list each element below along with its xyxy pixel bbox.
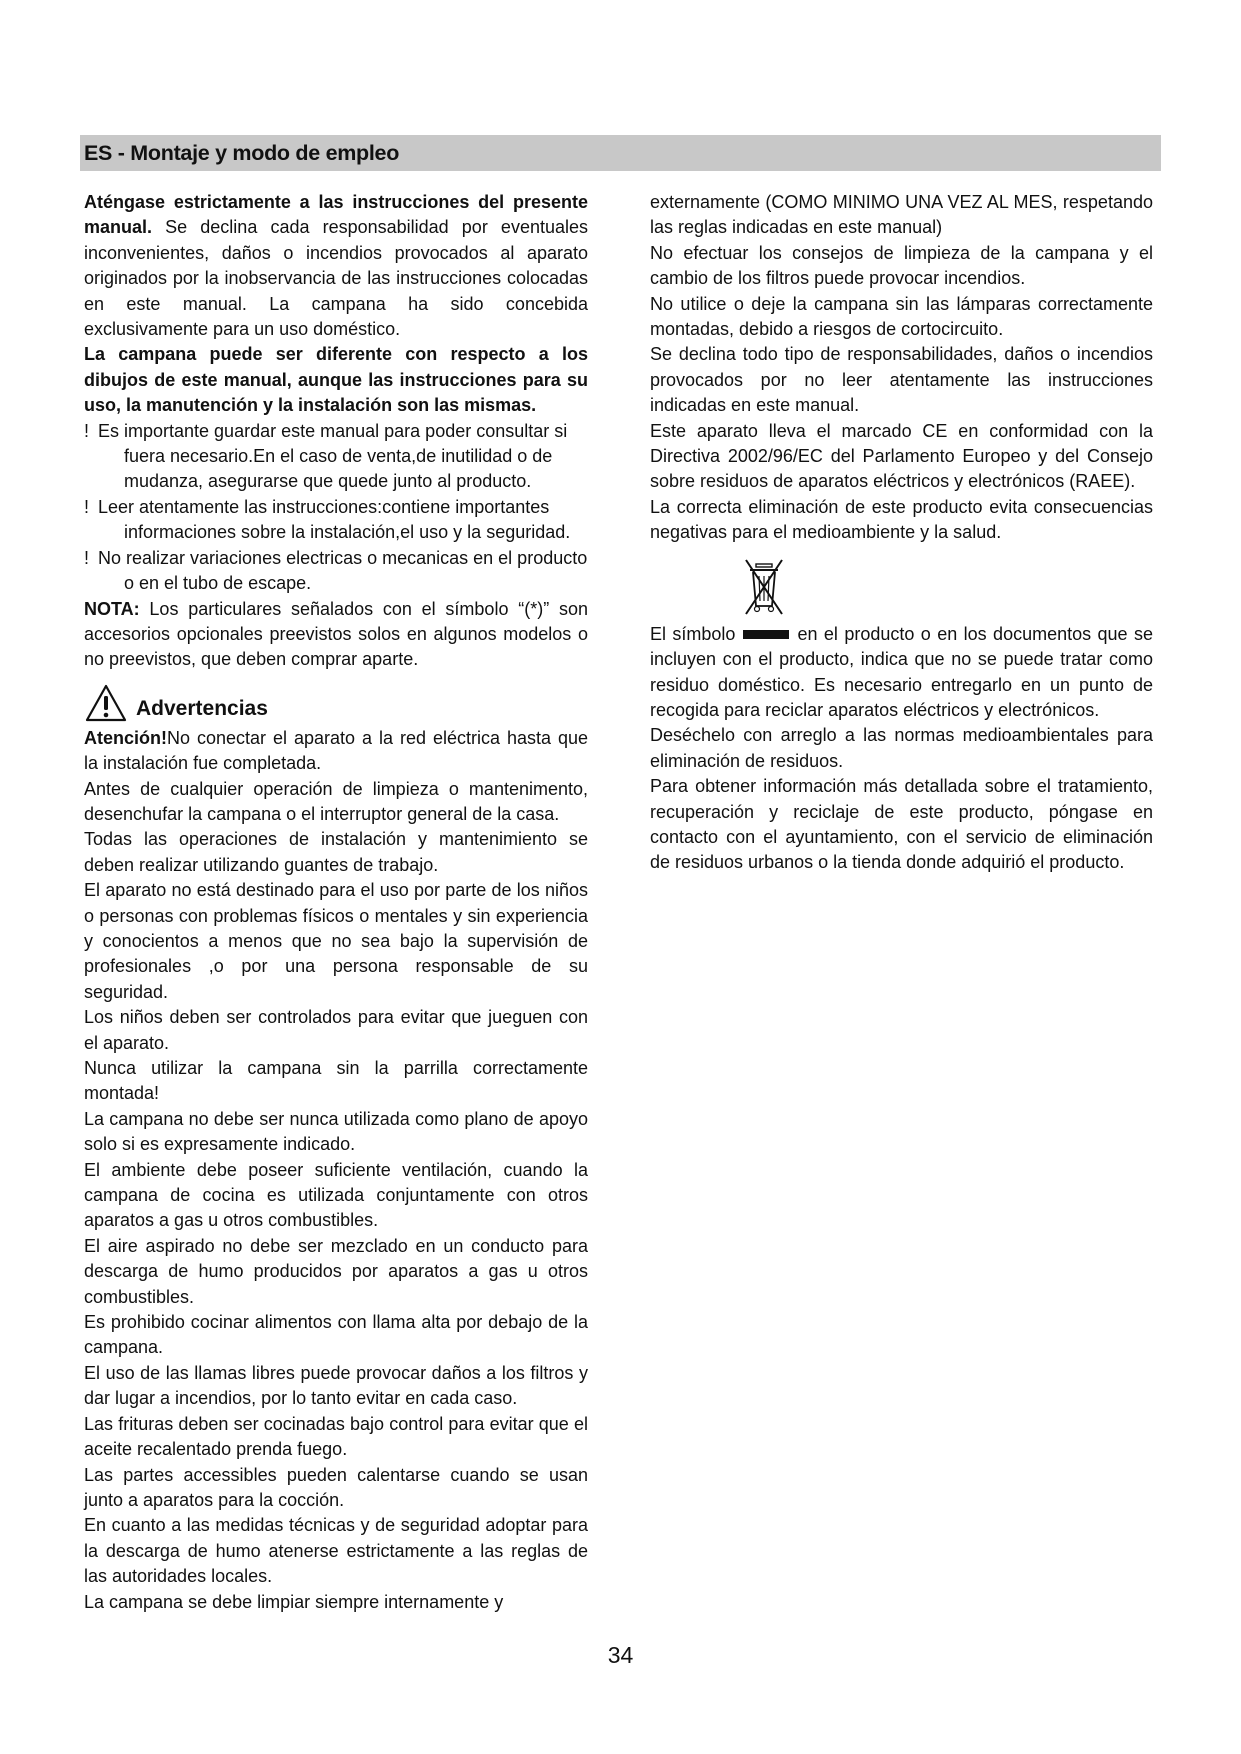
intro-paragraph xyxy=(84,190,588,342)
advertencias-title: Advertencias xyxy=(136,696,268,720)
warning-paragraph: No efectuar los consejos de limpieza de la campana y el cambio de los filtros puede provocar incendios. xyxy=(650,242,1153,289)
nota-label: NOTA: xyxy=(84,598,140,619)
disposal-paragraph: Deséchelo con arreglo a las normas medioambientales para eliminación de residuos. xyxy=(650,725,1153,771)
crossed-bin-icon xyxy=(742,556,786,620)
intro-bold: Aténgase estrictamente a las instrucciones del presente manual. xyxy=(84,192,588,238)
atencion-label: Atención! xyxy=(84,727,167,748)
warning-paragraph: Todas las operaciones de instalación y mantenimiento se deben realizar utilizando guantes de trabajo. xyxy=(84,829,588,875)
symbol-after: en el producto o en los documentos que se incluyen con el producto, indica que no se puede tratar como residuo doméstico. Es necesario entregarlo en un punto de recogida para reciclar aparatos eléctricos y electrónicos. xyxy=(650,623,1153,720)
warning-paragraph: Se declina todo tipo de responsabilidades, daños o incendios provocados por no leer atentamente las instrucciones indicadas en este manual. xyxy=(650,344,1153,416)
black-bar-icon xyxy=(743,630,789,639)
warning-paragraph: El ambiente debe poseer suficiente ventilación, cuando la campana de cocina es utilizada conjuntamente con otros aparatos a gas u otros combustibles. xyxy=(84,1159,588,1231)
bullet-text: No realizar variaciones electricas o mecanicas en el producto o en el tubo de escape. xyxy=(98,547,588,594)
warning-paragraph: Antes de cualquier operación de limpieza o mantenimento, desenchufar la campana o el interruptor general de la casa. xyxy=(84,778,588,824)
symbol-paragraph xyxy=(650,622,1153,724)
section-header-bar xyxy=(80,135,1161,171)
warning-paragraph: El aparato no está destinado para el uso por parte de los niños o personas con problemas físicos o mentales y sin experiencia y conocientos a menos que no sea bajo la supervisión de profesionales ,o por una persona responsable de su seguridad. xyxy=(84,880,588,1002)
warning-paragraph: Las partes accessibles pueden calentarse cuando se usan junto a aparatos para la cocción. xyxy=(84,1464,588,1510)
warning-paragraph: Es prohibido cocinar alimentos con llama alta por debajo de la campana. xyxy=(84,1312,588,1358)
warning-paragraph: La campana no debe ser nunca utilizada como plano de apoyo solo si es expresamente indicado. xyxy=(84,1108,588,1155)
weee-symbol-block xyxy=(650,556,1153,622)
cleaning-paragraph: externamente (COMO MINIMO UNA VEZ AL MES, respetando las reglas indicadas en este manual) xyxy=(650,192,1153,238)
symbol-before: El símbolo xyxy=(650,623,736,644)
warning-paragraph: La campana se debe limpiar siempre internamente y xyxy=(84,1591,504,1612)
warning-paragraph: El aire aspirado no debe ser mezclado en un conducto para descarga de humo producidos por aparatos a gas u otros combustibles. xyxy=(84,1235,588,1307)
disposal-paragraph: La correcta eliminación de este producto evita consecuencias negativas para el medioambiente y la salud. xyxy=(650,496,1153,543)
bullet-item xyxy=(84,546,588,597)
intro-text: Se declina cada responsabilidad por eventuales inconvenientes, daños o incendios provocados al aparato originados por la inobservancia de las instrucciones colocadas en este manual. La campana ha sido concebida exclusivamente para un uso doméstico. xyxy=(84,217,588,340)
bullet-text: Es importante guardar este manual para poder consultar si fuera necesario.En el caso de venta,de inutilidad o de mudanza, asegurarse que quede junto al producto. xyxy=(98,420,568,492)
exclamation-icon: ! xyxy=(84,420,90,441)
design-note: La campana puede ser diferente con respecto a los dibujos de este manual, aunque las instrucciones para su uso, la manutención y la instalación son las mismas. xyxy=(84,344,588,416)
bullet-item xyxy=(84,419,588,495)
warning-paragraph: Nunca utilizar la campana sin la parrilla correctamente montada! xyxy=(84,1058,588,1104)
exclamation-icon: ! xyxy=(84,547,90,568)
right-column xyxy=(650,190,1153,876)
bullet-text: Leer atentamente las instrucciones:contiene importantes informaciones sobre la instalación,el uso y la seguridad. xyxy=(98,496,571,543)
atencion-text: No conectar el aparato a la red eléctrica hasta que la instalación fue completada. xyxy=(84,727,588,774)
bullet-item xyxy=(84,495,588,546)
warning-paragraph: En cuanto a las medidas técnicas y de seguridad adoptar para la descarga de humo atenerse estrictamente a las reglas de las autoridades locales. xyxy=(84,1515,588,1587)
exclamation-icon: ! xyxy=(84,496,90,517)
warning-paragraph: No utilice o deje la campana sin las lámparas correctamente montadas, debido a riesgos de cortocircuito. xyxy=(650,293,1153,340)
warning-paragraph: Las frituras deben ser cocinadas bajo control para evitar que el aceite recalentado prenda fuego. xyxy=(84,1413,588,1460)
ce-marking-paragraph: Este aparato lleva el marcado CE en conformidad con la Directiva 2002/96/EC del Parlamento Europeo y del Consejo sobre residuos de aparatos eléctricos y electrónicos (RAEE). xyxy=(650,420,1153,492)
info-paragraph: Para obtener información más detallada sobre el tratamiento, recuperación y reciclaje de este producto, póngase en contacto con el ayuntamiento, con el servicio de eliminación de residuos urbanos o la tienda donde adquirió el producto. xyxy=(650,776,1153,873)
section-title: ES - Montaje y modo de empleo xyxy=(84,141,400,165)
warning-paragraph: Los niños deben ser controlados para evitar que jueguen con el aparato. xyxy=(84,1007,588,1053)
left-column xyxy=(84,190,588,1615)
advertencias-heading xyxy=(84,683,588,723)
warning-paragraph: El uso de las llamas libres puede provocar daños a los filtros y dar lugar a incendios, por lo tanto evitar en cada caso. xyxy=(84,1362,588,1409)
nota-paragraph xyxy=(84,597,588,673)
page-number: 34 xyxy=(607,1642,634,1668)
nota-text: Los particulares señalados con el símbolo “(*)” son accesorios opcionales preevistos solos en algunos modelos o no preevistos, que deben comprar aparte. xyxy=(84,598,588,670)
atencion-paragraph xyxy=(84,726,588,777)
warning-triangle-icon xyxy=(84,683,128,723)
